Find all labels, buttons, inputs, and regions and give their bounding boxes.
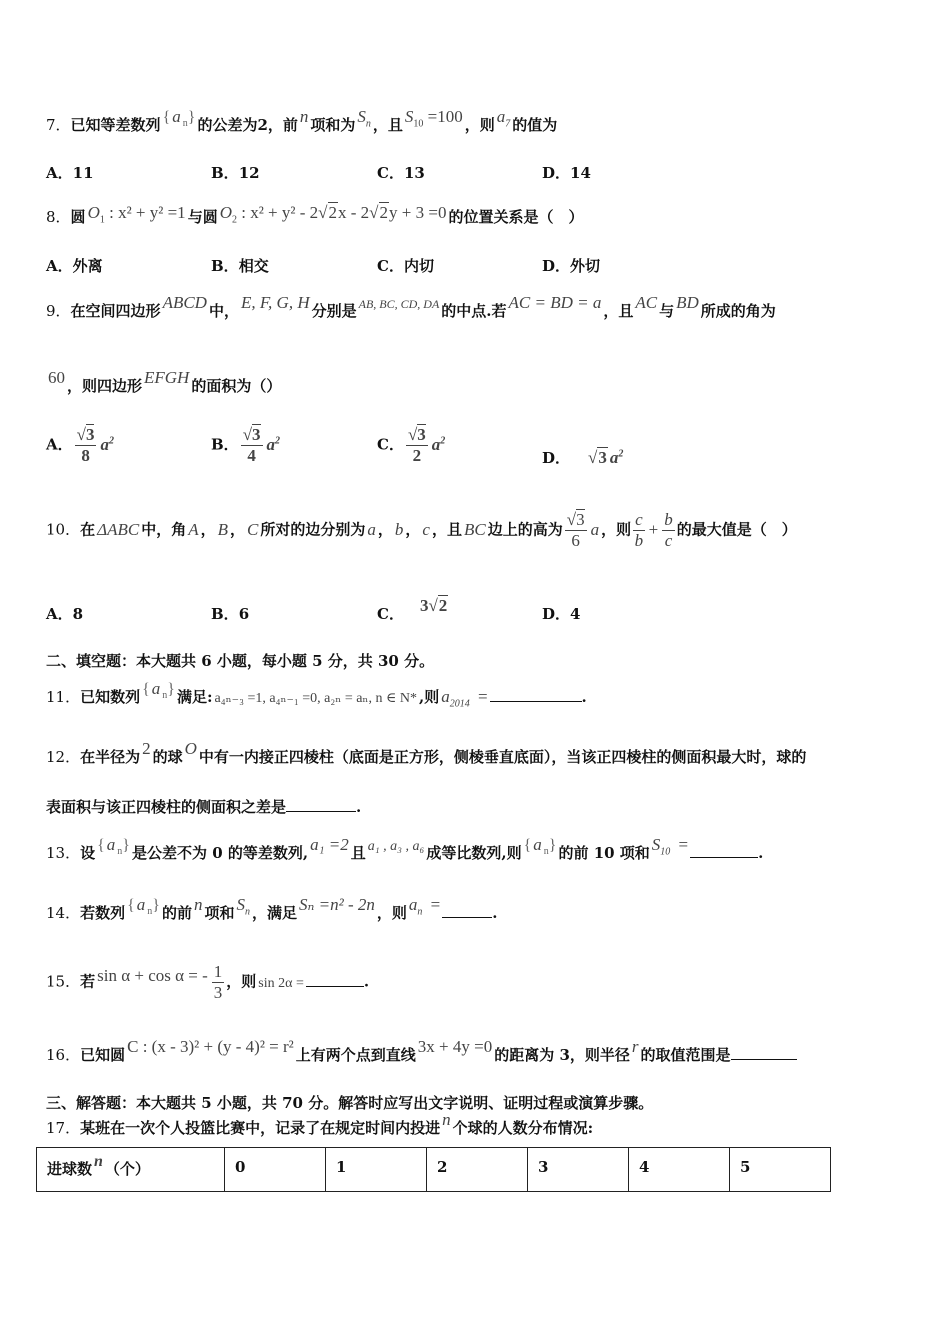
q10-angle-c: C [247,519,259,539]
q16-text: 已知圆 [80,1046,126,1064]
q11-text: 已知数列 [80,688,141,706]
q10-text: 边上的高为 [487,520,563,539]
sequence-brace: { a $_n$} [523,835,557,858]
q14-an-sub: n [147,906,153,918]
q12-text: 在半径为 [80,748,141,766]
q10-height-var: a [590,519,600,539]
q9-bd: BD [676,293,699,312]
q10-option-d [542,603,580,624]
q15-text: ，则 [226,972,257,991]
question-7 [46,107,558,137]
option-label: C． [377,435,404,454]
fraction-c-b [633,510,645,551]
q11-a-sub: 2014 [449,698,470,710]
q7-an-sub: n [182,118,188,130]
q7-option-a [46,162,94,183]
q10-option-a [46,603,83,624]
q12-radius: 2 [142,739,151,758]
radicand: 3 [576,510,585,529]
q13-text: 是公差不为 0 的等差数列, [131,844,309,862]
denominator: 2 [412,446,422,465]
sqrt-symbol: √2 [428,596,448,615]
header-unit: （个） [104,1160,150,1178]
option-text: 11 [72,164,94,182]
table-header-cell [37,1148,225,1192]
q10-side-b: b [394,519,404,539]
q10-text: ，且 [431,520,462,539]
q7-text: 的公差为2，前 [197,116,298,134]
q14-s-sub: n [245,906,251,918]
question-8 [46,203,584,229]
q7-text: 已知等差数列 [70,116,161,134]
q16-r: r [631,1037,639,1056]
header-n: n [94,1153,103,1170]
fraction [75,425,97,466]
q9-text: 中， [208,302,239,320]
q9-efgh: EFGH [144,368,190,387]
option-text: 13 [403,164,425,182]
question-10 [46,510,797,551]
question-number: 15． [46,972,81,991]
section-2-heading: 二、填空题：本大题共 6 小题，每小题 5 分，共 30 分。 [46,652,435,670]
q12-o: O [184,739,197,758]
q14-relation: Sₙ =n² - 2n [299,895,375,914]
q15-text: . [363,972,370,991]
var: a [266,434,276,454]
q11-text: . [581,688,587,706]
question-number: 9． [46,302,71,320]
answer-blank[interactable] [690,845,758,858]
q16-circle: C : (x - 3)² + (y - 4)² = r² [127,1037,294,1056]
q9-ac: AC [635,293,658,312]
q13-text: 的前 10 项和 [558,844,650,862]
answer-blank[interactable] [442,905,492,918]
q15-rhs: sin 2α = [258,975,304,991]
q14-a: a [408,895,418,914]
shots-distribution-table [36,1147,831,1192]
q8-text: 圆 [70,208,86,226]
q8-c1-eq: : x² + y² =1 [104,203,186,222]
option-label: C． [377,605,404,623]
option-label: C． [377,257,404,275]
q8-c2-a: : x² + y² - 2 [236,203,319,222]
numerator: √3 [407,425,426,444]
numerator: √3 [566,510,585,529]
q8-text: 的位置关系是（ ） [448,208,584,226]
option-label: D． [542,605,571,623]
q14-a-sub: n [417,906,423,918]
q10-text: 中，角 [141,520,187,539]
table-cell: 2 [427,1148,528,1192]
option-label: A． [46,257,73,275]
answer-blank[interactable] [306,974,364,987]
option-label: A． [46,164,73,182]
q10-text: ， [377,520,393,539]
q8-text: 与圆 [187,208,218,226]
var: a [431,434,441,454]
fraction [241,425,263,466]
sequence-brace: { a $_n$} [127,895,160,918]
radicand: 2 [438,596,448,615]
option-text: 12 [238,164,260,182]
q11-condition: a₄ₙ₋₃ =1, a₄ₙ₋₁ =0, a₂ₙ = aₙ, n ∈ N* [214,691,417,706]
q7-s10-val: =100 [423,107,463,126]
q7-n: n [299,107,309,126]
denominator: b [634,531,644,550]
option-label: D． [542,257,571,275]
table-cell: 1 [326,1148,427,1192]
option-label: B． [211,164,239,182]
q14-sn [236,895,251,918]
option-text: 内切 [403,257,434,275]
q11-a2014 [441,687,470,710]
q10-side-a: a [367,519,376,539]
q14-an: a [136,895,146,914]
q13-eq: = [674,835,689,854]
option-label: B． [211,435,239,454]
question-13 [46,835,764,865]
q10-triangle: ΔABC [97,519,140,539]
numerator: b [664,510,673,529]
q13-an: a [106,835,116,854]
q7-text: ，且 [372,116,403,134]
q11-a: a [441,687,450,706]
radicand: 3 [417,425,426,444]
question-number: 14． [46,904,81,922]
variable [100,435,114,454]
question-12 [46,739,807,767]
option-text: 外离 [72,257,103,275]
numerator: √3 [242,425,261,444]
fraction [406,425,428,466]
denominator: 3 [213,983,223,1002]
table-cell: 0 [225,1148,326,1192]
q16-text: 的距离为 3，则半径 [494,1046,630,1064]
q7-s10 [404,107,463,130]
q9-option-d [542,447,625,468]
option-text: 14 [570,164,591,182]
q14-text: . [492,904,498,922]
radicand: 2 [379,203,389,222]
denominator: c [664,531,673,550]
q9-text: 分别是 [311,302,357,320]
fraction [565,510,587,551]
q9-option-c [377,425,447,466]
q8-c2-sub: 2 [231,214,237,226]
q7-sn [357,107,371,130]
exp: 2 [440,434,446,446]
sequence-brace: { a $_n$} [142,679,175,702]
q10-text: ， [405,520,421,539]
option-text: 6 [238,605,250,623]
q10-bc: BC [463,519,486,539]
option-label: B． [211,257,239,275]
header-text: 进球数 [47,1160,93,1178]
variable [610,448,624,467]
q11-an-sub: n [162,690,168,702]
q10-text: 的最大值是（ ） [676,520,797,539]
option-label: A． [46,435,73,454]
q8-option-d [542,255,600,276]
q14-text: 的前 [161,904,192,922]
q14-an2 [408,895,423,918]
question-number: 13． [46,844,81,862]
sqrt-symbol: √3 [588,448,607,467]
denominator: 6 [571,531,580,550]
table-cell: 3 [528,1148,629,1192]
q10-text: ， [230,520,246,539]
radicand: 3 [85,425,95,444]
section-3-heading: 三、解答题：本大题共 5 小题，共 70 分。解答时应写出文字说明、证明过程或演算步骤。 [46,1094,654,1112]
q7-an: a [172,107,181,126]
variable [267,435,281,454]
q9-text: ，且 [603,302,634,320]
radicand: 3 [252,425,261,444]
q8-c2-c: y + 3 =0 [389,203,447,222]
q8-option-a [46,255,103,276]
option-label: C． [377,164,404,182]
question-15 [46,962,369,1003]
q13-an-sub: n [543,846,549,858]
q13-an: a [533,835,542,854]
sqrt-symbol: √2 [369,203,389,222]
q13-text: 成等比数列,则 [426,844,522,862]
question-number: 17． [46,1119,81,1137]
answer-blank[interactable] [731,1047,797,1060]
variable [432,435,446,454]
exp: 2 [275,434,281,446]
table-cell: 4 [629,1148,730,1192]
option-text: 相交 [238,257,269,275]
q11-text: 满足: [176,688,213,706]
q8-c2-o: O [219,203,232,222]
q9-option-b [211,425,282,466]
q7-text: 项和为 [310,116,356,134]
question-number: 8． [46,208,71,226]
question-9-cont [46,368,282,396]
q10-angle-b: B [217,519,229,539]
q9-efgh-points: E, F, G, H [240,293,310,312]
q13-seq: a₁ , a₃ , a₆ [367,839,425,854]
q9-text: 在空间四边形 [70,302,161,320]
sqrt-symbol: √2 [318,203,337,222]
q10-side-c: c [422,519,430,539]
q7-option-d [542,162,591,183]
question-number: 11． [46,688,81,706]
question-number: 16． [46,1046,81,1064]
q7-option-c [377,162,425,183]
fraction [212,962,225,1003]
q14-text: ，则 [376,904,407,922]
q13-an-sub: n [117,846,123,858]
q9-text: 的面积为（） [191,377,282,395]
q12-text: 表面积与该正四棱柱的侧面积之差是 [46,798,287,816]
q16-line: 3x + 4y =0 [417,1037,493,1056]
numerator: c [635,510,643,529]
q11-eq: = [473,687,488,706]
q9-text: ，则四边形 [67,377,143,395]
table-cell: 5 [730,1148,831,1192]
q12-text: 中有一内接正四棱柱（底面是正方形，侧棱垂直底面），当该正四棱柱的侧面积最大时，球的 [198,748,807,766]
plus-sign: + [648,519,659,539]
option-text: 8 [72,605,84,623]
q7-s: S [357,107,366,126]
q11-text: ,则 [418,688,440,706]
fraction-b-c [662,510,675,551]
question-14 [46,895,498,925]
q12-text: . [356,798,362,816]
radicand: 2 [328,203,337,222]
q13-text: 且 [350,844,366,862]
q8-c1-o: O [87,203,100,222]
q11-an: a [151,679,161,698]
answer-blank[interactable] [286,799,356,812]
exp: 2 [618,448,624,460]
q9-abcd: ABCD [162,293,207,312]
q13-s10 [651,835,671,858]
q13-s: S [651,835,661,854]
q8-option-b [211,255,269,276]
option-text: 4 [570,605,581,623]
option-math [420,596,448,615]
q7-a7-sub: 7 [505,118,511,130]
denominator: 4 [247,446,256,465]
question-number: 10． [46,520,81,539]
q10-text: 所对的边分别为 [260,520,366,539]
question-12-cont [46,796,361,817]
table-row [37,1148,831,1192]
option-label: D． [542,449,571,467]
q9-angle: 60 [48,368,65,387]
q15-lhs: sin α + cos α = - [97,965,208,985]
q17-text: 某班在一次个人投篮比赛中，记录了在规定时间内投进 [80,1119,441,1137]
q10-text: ，则 [601,520,632,539]
q8-circle-2 [219,203,447,226]
q14-text: 项和 [204,904,235,922]
q14-s: S [236,895,246,914]
numerator: 1 [213,962,223,981]
q16-text: 的取值范围是 [640,1046,731,1064]
answer-blank[interactable] [490,689,582,702]
question-16 [46,1037,797,1065]
radicand: 3 [598,448,607,467]
q14-eq: = [426,895,441,914]
q8-c2-b: x - 2 [338,203,370,222]
q10-option-b [211,603,249,624]
q8-circle-1 [87,203,186,226]
q14-n: n [194,895,203,914]
question-9 [46,293,776,321]
q8-c1-sub: 1 [99,214,105,226]
q8-option-c [377,255,434,276]
numerator: √3 [76,425,95,444]
q13-a1: a₁ =2 [310,835,349,854]
var: a [100,434,109,454]
exp: 2 [108,434,114,446]
q7-a7 [496,107,511,130]
q9-edges: AB, BC, CD, DA [358,297,440,311]
q14-text: 若数列 [80,904,126,922]
q13-s-sub: 10 [660,846,671,858]
option-label: B． [211,605,239,623]
question-number: 7． [46,116,71,134]
question-11 [46,679,587,710]
question-number: 12． [46,748,81,766]
sequence-brace: { a $_n$} [97,835,130,858]
q7-option-b [211,162,260,183]
q17-text: 个球的人数分布情况: [452,1119,594,1137]
q7-text: ，则 [464,116,495,134]
q7-text: 的值为 [512,116,558,134]
q10-text: 在 [80,520,96,539]
denominator: 8 [81,446,90,465]
q10-text: ， [200,520,216,539]
q17-n: n [442,1110,451,1129]
q9-ac-bd: AC = BD = a [508,293,602,312]
option-label: A． [46,605,73,623]
option-text: 外切 [570,257,601,275]
q7-s-sub: n [365,118,371,130]
q13-text: 设 [80,844,96,862]
q12-text: 的球 [152,748,183,766]
q9-text: 的中点.若 [441,302,507,320]
q13-text: . [758,844,764,862]
question-17 [46,1110,594,1138]
q9-text: 所成的角为 [700,302,776,320]
var: a [609,448,619,467]
q7-s10-s: S [404,107,414,126]
sequence-brace: { a $_n$} [162,107,196,130]
coefficient: 3 [419,596,429,615]
q10-option-c [377,596,450,624]
q7-s10-sub: 10 [413,118,424,130]
q7-a7-a: a [496,107,506,126]
q16-text: 上有两个点到直线 [295,1046,416,1064]
option-label: D． [542,164,571,182]
q14-text: ，满足 [252,904,298,922]
q15-text: 若 [80,972,96,991]
q10-angle-a: A [188,519,199,539]
q9-text: 与 [659,302,675,320]
q9-option-a [46,425,116,466]
